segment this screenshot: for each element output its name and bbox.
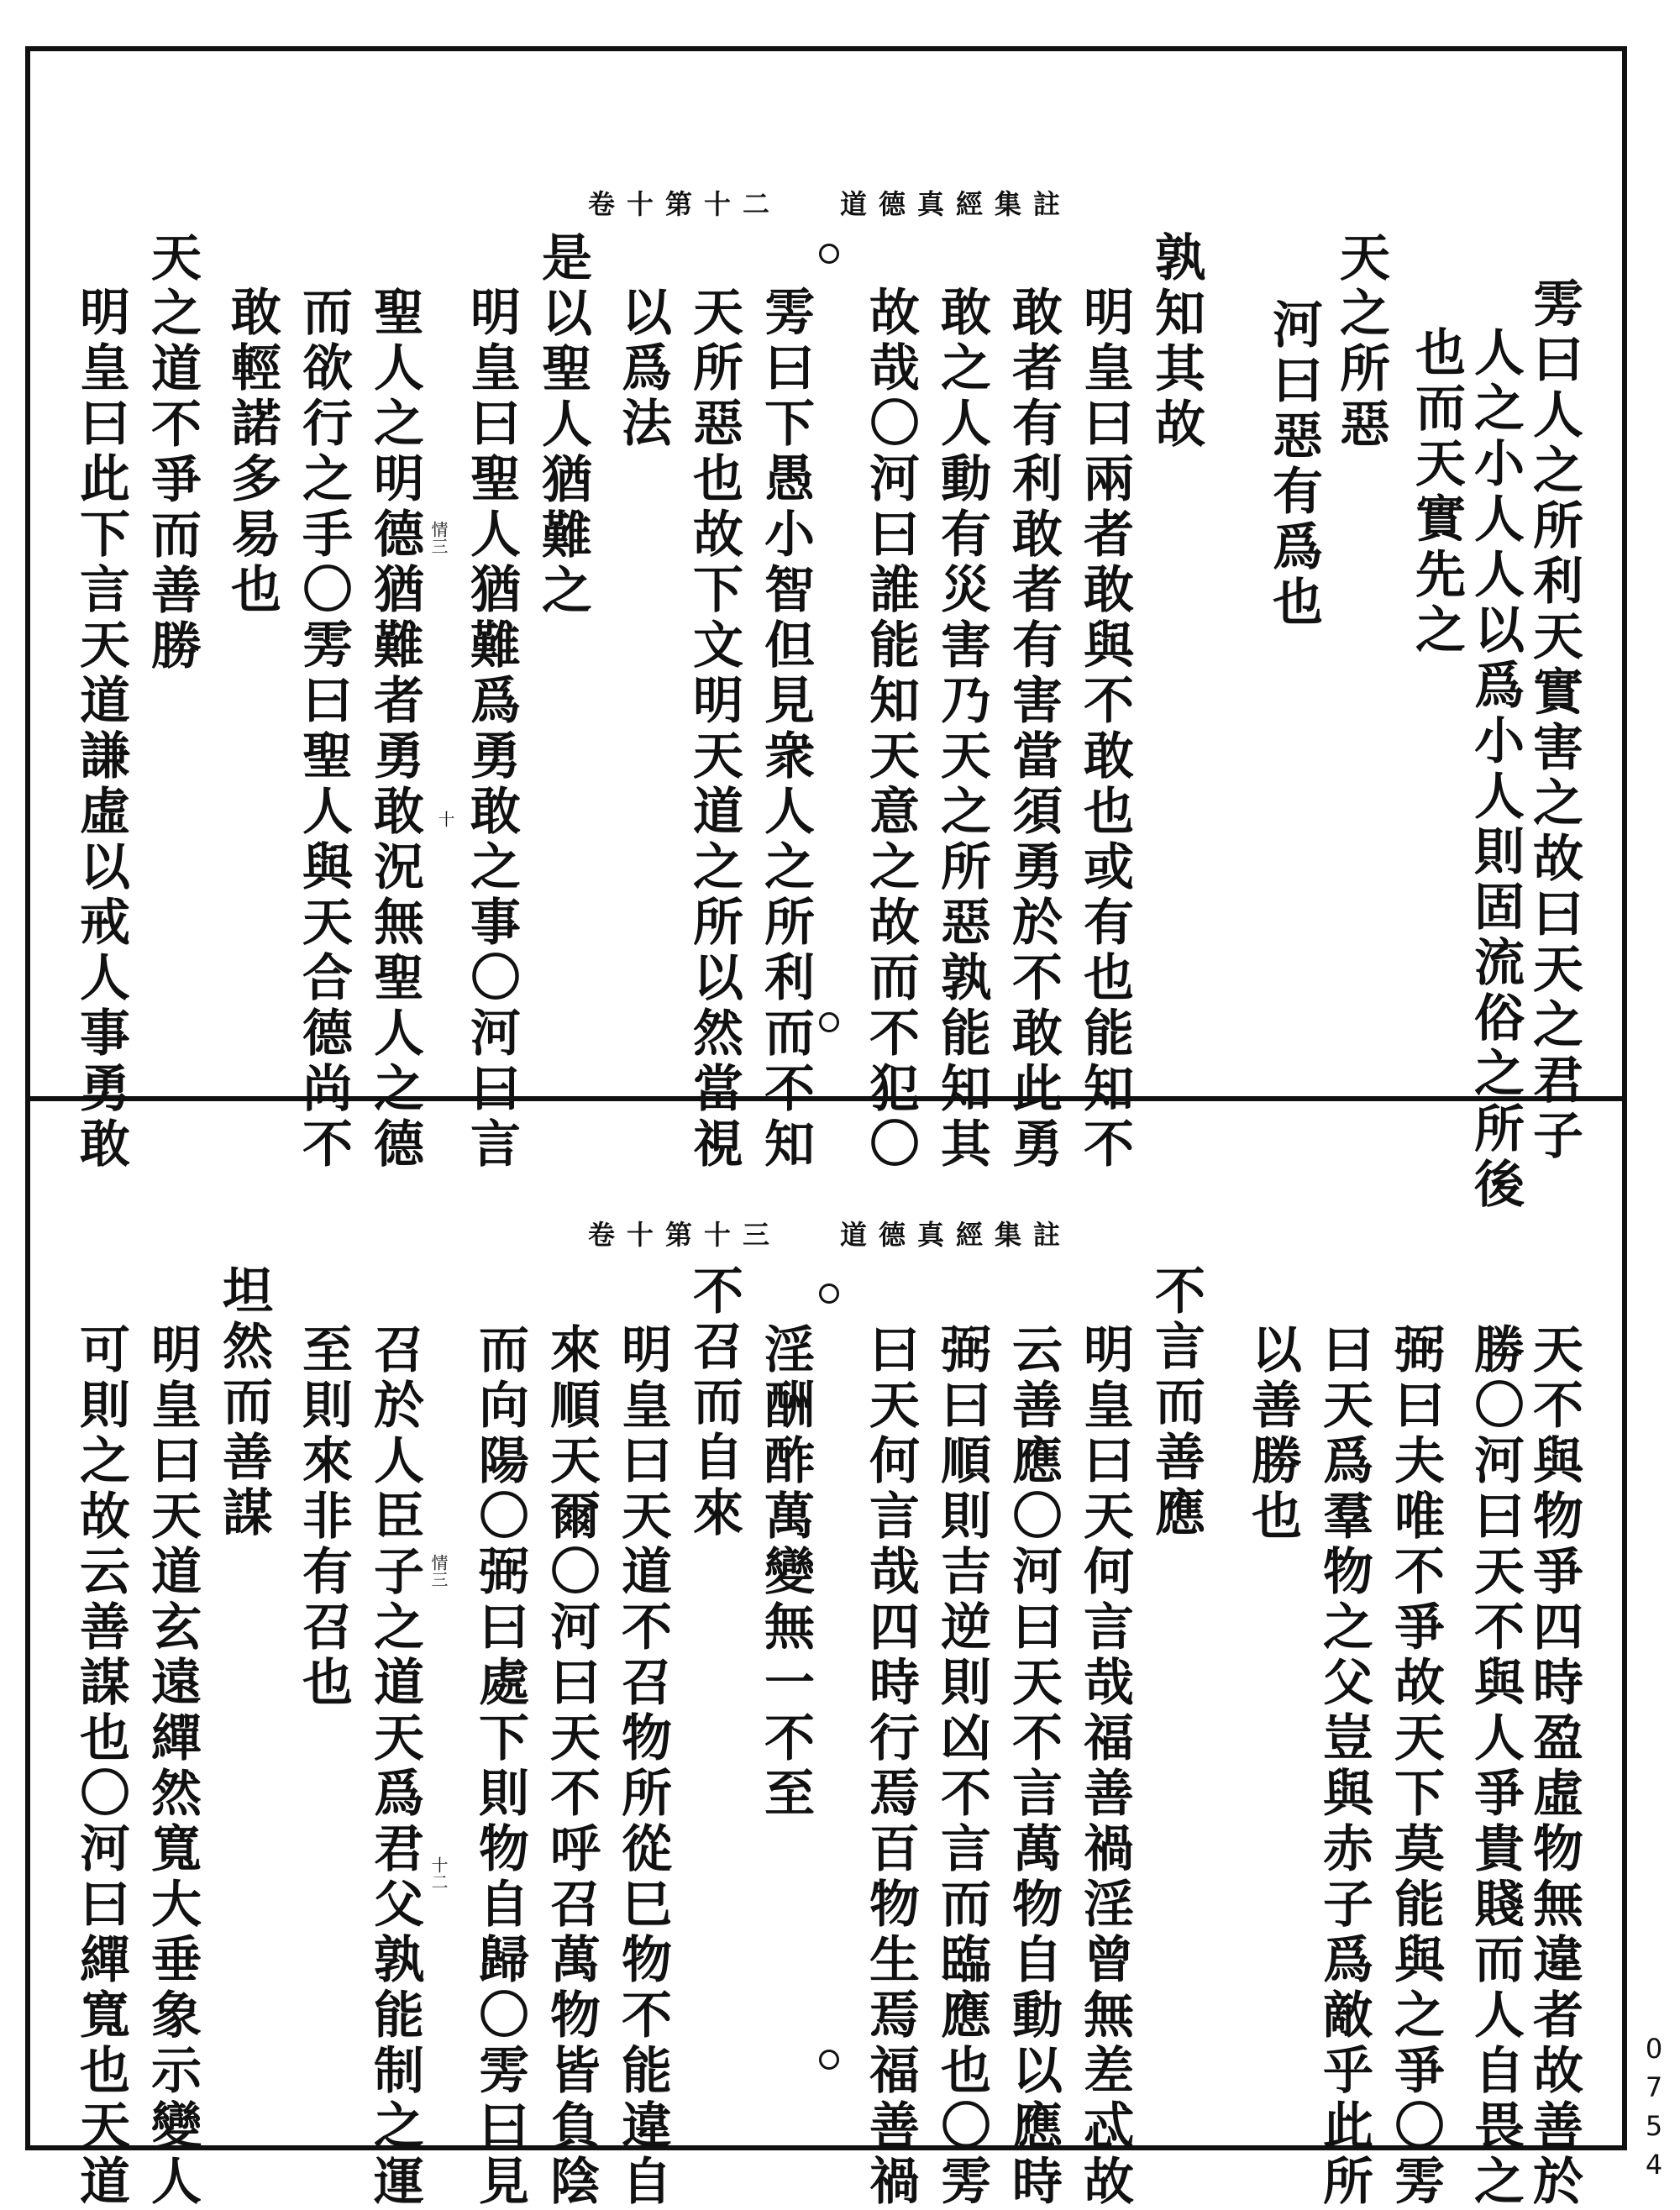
text-column: 是以聖人猶難之 (533, 231, 592, 619)
bottom-header-volume: 卷十第十三 (588, 1219, 782, 1251)
text-column: 可則之故云善謀也〇河曰繟寬也天道 (71, 1323, 130, 2210)
text-column: 天所惡也故下文明天道之所以然當視 (685, 286, 743, 1173)
section-circle-mark (819, 244, 839, 264)
text-column: 而欲行之手〇雱曰聖人與天合德尚不 (294, 286, 353, 1173)
text-column: 曰天何言哉四時行焉百物生焉福善禍 (861, 1323, 920, 2210)
text-column: 弼曰夫唯不爭故天下莫能與之爭〇雱 (1386, 1323, 1445, 2210)
section-circle-mark (819, 1012, 839, 1032)
top-header-volume: 卷十第十二 (588, 188, 782, 220)
text-column: 雱曰下愚小智但見衆人之所利而不知 (756, 286, 815, 1173)
margin-note: 十 (435, 811, 455, 827)
margin-note: 十二 (428, 1856, 449, 1890)
text-column: 天之所惡 (1331, 231, 1390, 453)
text-column: 來順天爾〇河曰天不呼召萬物皆負陰 (542, 1323, 601, 2210)
page-number: 0754 (1638, 2033, 1670, 2187)
section-circle-mark (819, 2050, 839, 2070)
text-column: 不召而自來 (685, 1264, 743, 1541)
text-column: 敢之人動有災害乃天之所惡孰能知其 (932, 286, 991, 1173)
text-column: 以爲法 (613, 286, 672, 452)
text-column: 雱曰人之所利天實害之故曰天之君子 (1525, 277, 1583, 1164)
text-column: 天不與物爭四時盈虛物無違者故善於 (1525, 1323, 1583, 2210)
margin-note: 情三 (428, 521, 449, 554)
text-column: 敢者有利敢者有害當須勇於不敢此勇 (1004, 286, 1063, 1173)
text-column: 弼曰順則吉逆則凶不言而臨應也〇雱 (932, 1323, 991, 2210)
margin-note: 情三 (428, 1554, 449, 1588)
text-column: 敢輕諾多易也 (223, 286, 281, 618)
text-column: 明皇曰天道玄遠繟然寬大垂象示變人 (143, 1323, 202, 2210)
text-column: 召於人臣子之道天爲君父孰能制之運 (365, 1323, 424, 2210)
text-column: 明皇曰兩者敢與不敢也或有也能知不 (1075, 286, 1134, 1173)
text-column: 坦然而善謀 (214, 1264, 273, 1541)
panel-divider (25, 1096, 1627, 1101)
text-column: 明皇曰聖人猶難爲勇敢之事〇河曰言 (462, 286, 521, 1173)
section-circle-mark (819, 1283, 839, 1304)
top-header-title: 道德真經集註 (840, 188, 1073, 220)
text-column: 明皇曰此下言天道謙虛以戒人事勇敢 (71, 286, 130, 1173)
text-column: 淫酬酢萬變無一不至 (756, 1323, 815, 1822)
text-column: 天之道不爭而善勝 (143, 231, 202, 675)
text-column: 不言而善應 (1147, 1264, 1205, 1541)
text-column: 而向陽〇弼曰處下則物自歸〇雱曰見 (470, 1323, 529, 2210)
text-column: 明皇曰天道不召物所從巳物不能違自 (613, 1323, 672, 2210)
text-column: 明皇曰天何言哉福善禍淫曾無差忒故 (1075, 1323, 1134, 2210)
text-column: 河曰惡有爲也 (1264, 298, 1323, 631)
text-column: 故哉〇河曰誰能知天意之故而不犯〇 (861, 286, 920, 1173)
text-column: 聖人之明德猶難者勇敢況無聖人之德 (365, 286, 424, 1173)
text-column: 也而天實先之 (1407, 326, 1466, 659)
text-column: 云善應〇河曰天不言萬物自動以應時 (1004, 1323, 1063, 2210)
text-column: 至則來非有召也 (294, 1323, 353, 1711)
bottom-header-title: 道德真經集註 (840, 1219, 1073, 1251)
text-column: 孰知其故 (1147, 231, 1205, 453)
text-column: 以善勝也 (1243, 1323, 1302, 1545)
text-column: 勝〇河曰天不與人爭貴賤而人自畏之 (1466, 1323, 1525, 2210)
text-column: 人之小人人以爲小人則固流俗之所後 (1466, 326, 1525, 1213)
text-column: 曰天爲羣物之父豈與赤子爲敵乎此所 (1315, 1323, 1373, 2210)
